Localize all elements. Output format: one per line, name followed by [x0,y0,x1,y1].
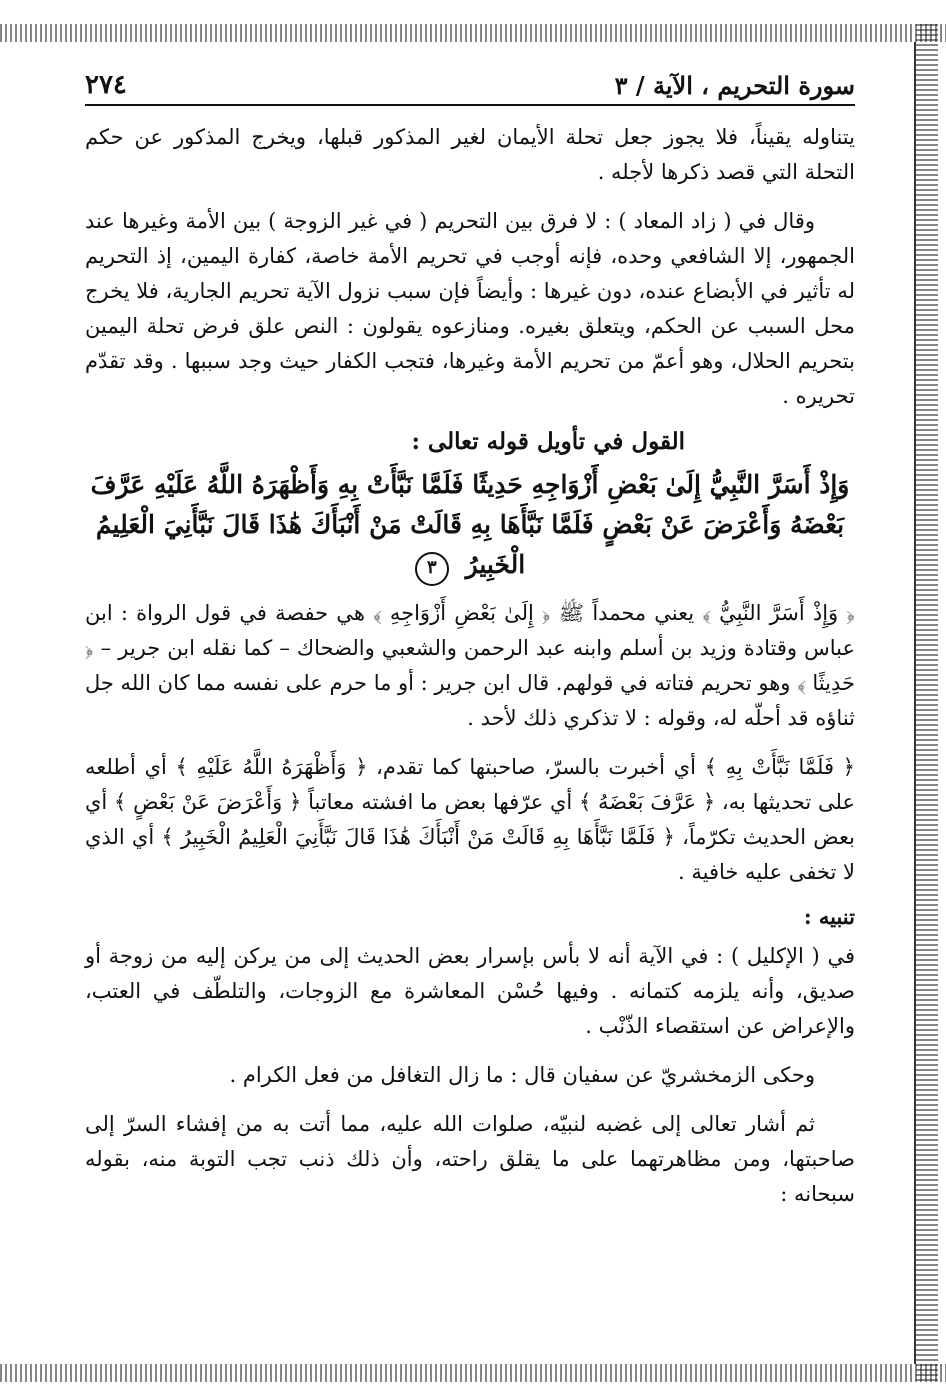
running-title: سورة التحريم ، الآية / ٣ [614,71,855,100]
paragraph: ﴿ وَإِذْ أَسَرَّ النَّبِيُّ ﴾ يعني محمداً ﷺ ﴿ إِلَىٰ بَعْضِ أَزْوَاجِهِ ﴾ هي حفصة في قول الرواة : ابن عباس وقتادة وزيد بن أسلم وابنه عبد الرحمن والشعبي والضحاك – كما نقله ابن جرير – ﴿ حَدِيثًا ﴾ وهو تحريم فتاته في قولهم. قال ابن جرير : أو ما حرم على نفسه مما كان الله جل ثناؤه قد أحلّه له، وقوله : لا تذكري ذلك لأحد . [85,601,855,730]
subheading: تنبيه : [803,904,855,929]
page-body [85,70,855,1226]
verse-number-badge: ٣ [415,552,449,586]
decorative-border-top [0,24,946,42]
verse-text: وَإِذْ أَسَرَّ النَّبِيُّ إِلَىٰ بَعْضِ أَزْوَاجِهِ حَدِيثًا فَلَمَّا نَبَّأَتْ بِهِ وَأَظْهَرَهُ اللَّهُ عَلَيْهِ عَرَّفَ بَعْضَهُ وَأَعْرَضَ عَنْ بَعْضٍ فَلَمَّا نَبَّأَهَا بِهِ قَالَتْ مَنْ أَنْبَأَكَ هَٰذَا قَالَ نَبَّأَنِيَ الْعَلِيمُ الْخَبِيرُ [90,470,850,579]
section-heading: القول في تأويل قوله تعالى : [411,428,685,455]
decorative-border-right [916,24,938,1382]
page-number: ٢٧٤ [85,70,127,100]
paragraph: وحكى الزمخشريّ عن سفيان قال : ما زال التغافل من فعل الكرام . [229,1063,815,1087]
paragraph: ثم أشار تعالى إلى غضبه لنبيّه، صلوات الله عليه، مما أتت به من إفشاء السرّ إلى صاحبتها، ومن مظاهرتهما على ما يقلق راحته، وأن ذلك ذنب تجب التوبة منه، بقوله سبحانه : [85,1112,855,1206]
border-rule [914,42,916,1364]
quran-verse [85,465,855,586]
paragraph: يتناوله يقيناً، فلا يجوز جعل تحلة الأيمان لغير المذكور قبلها، ويخرج المذكور عن حكم التحلة التي قصد ذكرها لأجله . [85,125,855,184]
page-header [85,70,855,106]
paragraph: في ( الإكليل ) : في الآية أنه لا بأس بإسرار بعض الحديث إلى من يركن إليه من زوجة أو صديق، وأنه يلزمه كتمانه . وفيها حُسْن المعاشرة مع الزوجات، والتلطّف في العتب، والإعراض عن استقصاء الذّنْب . [85,944,855,1038]
paragraph: وقال في ( زاد المعاد ) : لا فرق بين التحريم ( في غير الزوجة ) بين الأمة وغيرها عند الجمهور، إلا الشافعي وحده، فإنه أوجب في تحريم الأمة خاصة، كفارة اليمين، إذ التحريم له تأثير في الأبضاع عنده، دون غيرها : وأيضاً فإن سبب نزول الآية تحريم الجارية، فلا يخرج محل السبب عن الحكم، ويتعلق بغيره. ومنازعوه يقولون : النص علق فرض تحلة اليمين بتحريم الحلال، وهو أعمّ من تحريم الأمة وغيرها، فتجب الكفار حيث وجد سببها . وقد تقدّم تحريره . [85,209,855,408]
paragraph: ﴿ فَلَمَّا نَبَّأَتْ بِهِ ﴾ أي أخبرت بالسرّ، صاحبتها كما تقدم، ﴿ وَأَظْهَرَهُ اللَّهُ عَلَيْهِ ﴾ أي أطلعه على تحديثها به، ﴿ عَرَّفَ بَعْضَهُ ﴾ أي عرّفها بعض ما افشته معاتباً ﴿ وَأَعْرَضَ عَنْ بَعْضٍ ﴾ أي بعض الحديث تكرّماً، ﴿ فَلَمَّا نَبَّأَهَا بِهِ قَالَتْ مَنْ أَنْبَأَكَ هَٰذَا قَالَ نَبَّأَنِيَ الْعَلِيمُ الْخَبِيرُ ﴾ أي الذي لا تخفى عليه خافية . [85,755,855,884]
decorative-border-bottom [0,1364,946,1382]
